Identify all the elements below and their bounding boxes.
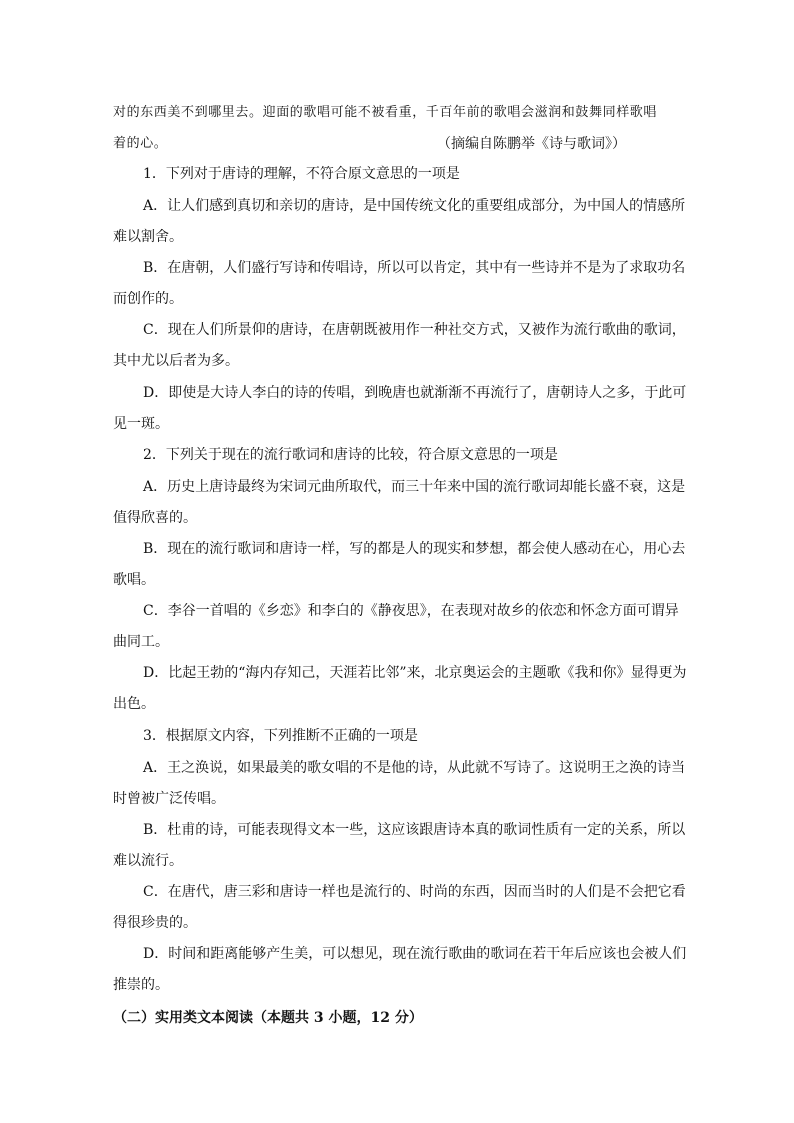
question-2-option-a-cont: 值得欣喜的。: [113, 510, 197, 526]
question-1-option-a-cont: 难以割舍。: [113, 229, 183, 245]
question-3-stem: 3．根据原文内容，下列推断不正确的一项是: [143, 728, 418, 744]
question-3-option-b-cont: 难以流行。: [113, 853, 183, 869]
question-2-option-b: B．现在的流行歌词和唐诗一样，写的都是人的现实和梦想，都会使人感动在心，用心去: [143, 541, 686, 557]
question-1-option-d-cont: 见一斑。: [113, 416, 169, 432]
question-1-stem: 1．下列对于唐诗的理解，不符合原文意思的一项是: [143, 166, 460, 182]
question-3-option-d: D．时间和距离能够产生美，可以想见，现在流行歌曲的歌词在若干年后应该也会被人们: [143, 946, 687, 962]
passage-line-1: 对的东西美不到哪里去。迎面的歌唱可能不被看重，千百年前的歌唱会滋润和鼓舞同样歌唱: [113, 105, 658, 120]
passage-citation: （摘编自陈鹏举《诗与歌词》）: [437, 136, 626, 152]
question-1-option-b: B．在唐朝，人们盛行写诗和传唱诗，所以可以肯定，其中有一些诗并不是为了求取功名: [143, 260, 686, 276]
question-2-option-a: A．历史上唐诗最终为宋词元曲所取代，而三十年来中国的流行歌词却能长盛不衰，这是: [143, 479, 686, 495]
question-2-option-c: C．李谷一首唱的《乡恋》和李白的《静夜思》，在表现对故乡的依恋和怀念方面可谓异: [143, 603, 679, 619]
question-2-option-d-cont: 出色。: [113, 696, 155, 712]
question-1-option-c-cont: 其中尤以后者为多。: [113, 353, 239, 369]
question-2-stem: 2．下列关于现在的流行歌词和唐诗的比较，符合原文意思的一项是: [143, 447, 558, 463]
section-heading: （二）实用类文本阅读（本题共 3 小题，12 分）: [113, 1010, 423, 1026]
question-3-option-b: B．杜甫的诗，可能表现得文本一些，这应该跟唐诗本真的歌词性质有一定的关系，所以: [143, 822, 686, 838]
question-3-option-c-cont: 得很珍贵的。: [113, 915, 197, 931]
question-1-option-c: C．现在人们所景仰的唐诗，在唐朝既被用作一种社交方式，又被作为流行歌曲的歌词，: [143, 322, 686, 338]
question-2-option-d: D．比起王勃的“海内存知己，天涯若比邻”来，北京奥运会的主题歌《我和你》显得更为: [143, 665, 687, 681]
question-3-option-d-cont: 推崇的。: [113, 977, 169, 993]
question-3-option-a: A．王之涣说，如果最美的歌女唱的不是他的诗，从此就不写诗了。这说明王之涣的诗当: [143, 760, 686, 776]
question-2-option-c-cont: 曲同工。: [113, 634, 169, 650]
question-2-option-b-cont: 歌唱。: [113, 572, 155, 588]
question-3-option-a-cont: 时曾被广泛传唱。: [113, 791, 225, 807]
passage-line-2: 着的心。: [113, 136, 168, 151]
question-3-option-c: C．在唐代，唐三彩和唐诗一样也是流行的、时尚的东西，因而当时的人们是不会把它看: [143, 884, 686, 900]
question-1-option-b-cont: 而创作的。: [113, 291, 183, 307]
question-1-option-a: A．让人们感到真切和亲切的唐诗，是中国传统文化的重要组成部分，为中国人的情感所: [143, 198, 686, 214]
question-1-option-d: D．即使是大诗人李白的诗的传唱，到晚唐也就渐渐不再流行了，唐朝诗人之多，于此可: [143, 385, 687, 401]
